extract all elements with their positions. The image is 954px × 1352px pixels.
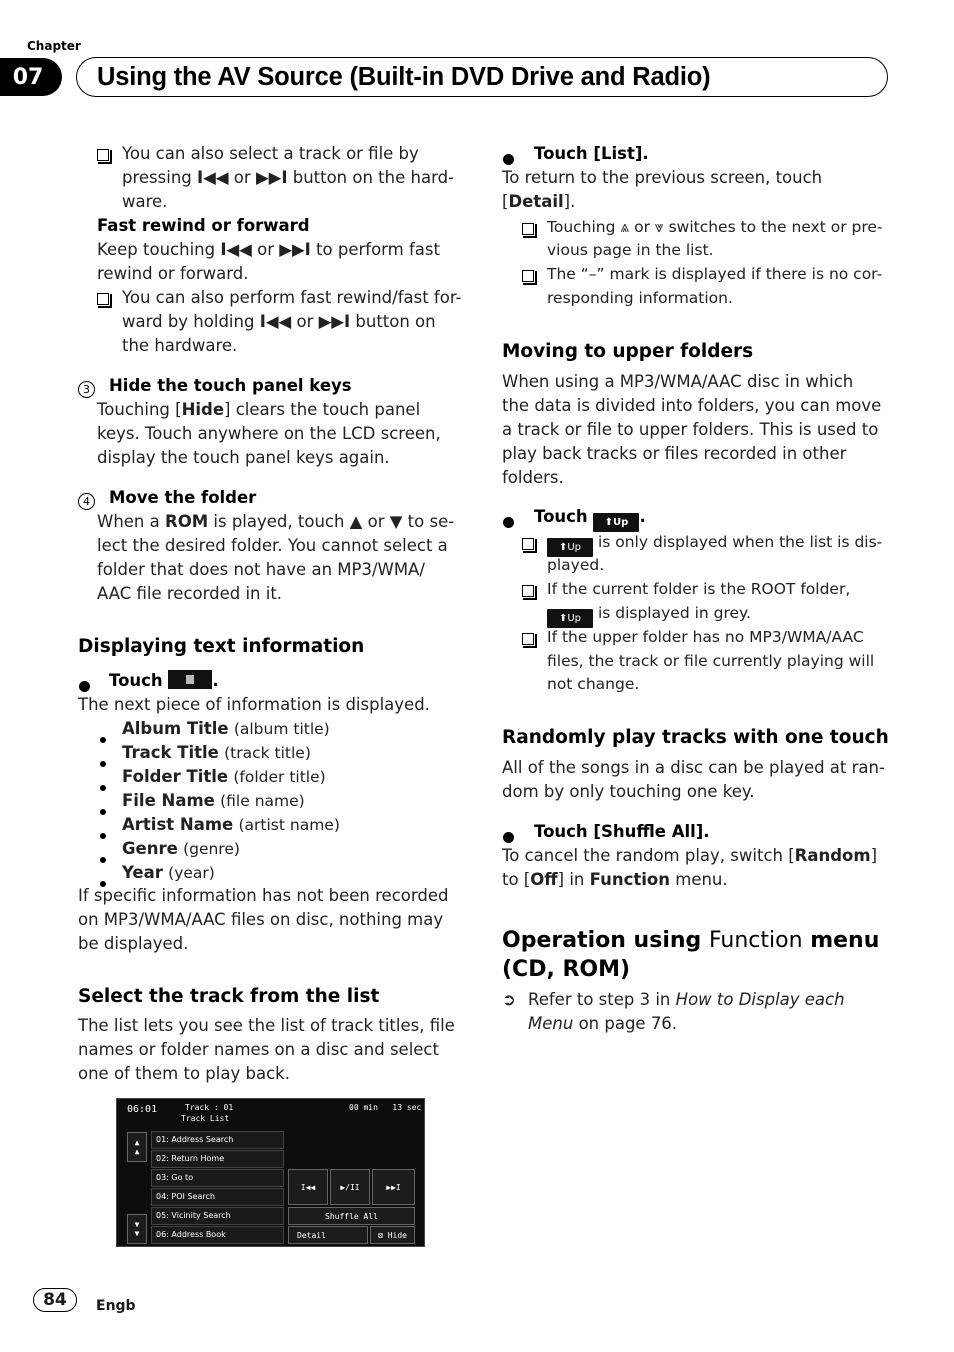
up-note1-line2: played. [547, 556, 605, 574]
next-track-button[interactable]: ▶▶I [372, 1169, 415, 1205]
page-down-icon: ⩔ [654, 218, 664, 236]
operation-heading: Operation using Function menu [502, 928, 880, 953]
page-title [76, 57, 888, 97]
step4-line4: AAC file recorded in it. [97, 584, 283, 603]
list-bullet [100, 726, 106, 750]
detail-button[interactable]: Detail [288, 1226, 368, 1244]
up-note1-line1: ⬆Up is only displayed when the list is dis- [547, 530, 882, 557]
chapter-label: Chapter [27, 39, 81, 53]
list-bullet [100, 750, 106, 774]
info-list-item: Artist Name (artist name) [122, 815, 340, 834]
random-line1: All of the songs in a disc can be played at ran- [502, 758, 885, 777]
random-heading: Randomly play tracks with one touch [502, 727, 889, 748]
list-bullet [100, 822, 106, 846]
up-note3-line1: If the upper folder has no MP3/WMA/AAC [547, 628, 864, 646]
up-note3-line3: not change. [547, 675, 640, 693]
shuffle-line2: to [Off] in Function menu. [502, 870, 728, 889]
step3-heading: Hide the touch panel keys [109, 376, 352, 395]
list-line2: [Detail]. [502, 192, 576, 211]
up-note2-line2: ⬆Up is displayed in grey. [547, 601, 751, 628]
upper-folders-heading: Moving to upper folders [502, 341, 754, 362]
reference-line2: Menu on page 76. [528, 1014, 678, 1033]
reference-line1: Refer to step 3 in How to Display each [528, 990, 845, 1009]
track-label: Track : 01 [185, 1103, 234, 1112]
list-note2-line1: The “–” mark is displayed if there is no cor- [547, 265, 883, 283]
info-list-item: Folder Title (folder title) [122, 767, 326, 786]
display-after-line1: If specific information has not been recorded [78, 886, 449, 905]
note1-line1: You can also select a track or file by [122, 144, 419, 163]
list-note1-line2: vious page in the list. [547, 241, 714, 259]
upper-line1: When using a MP3/WMA/AAC disc in which [502, 372, 854, 391]
touch-up-line: Touch ⬆Up . [534, 505, 646, 532]
info-list-item: Track Title (track title) [122, 743, 311, 762]
display-after-line3: be displayed. [78, 934, 189, 953]
language-code: Engb [96, 1298, 136, 1314]
prev-track-icon: I◀◀ [197, 168, 229, 187]
upper-line5: folders. [502, 468, 564, 487]
note2-line1: You can also perform fast rewind/fast for- [122, 288, 462, 307]
select-track-heading: Select the track from the list [78, 986, 380, 1007]
info-list-item: File Name (file name) [122, 791, 305, 810]
note-icon [522, 580, 534, 604]
note-icon [522, 533, 534, 557]
upper-line3: a track or file to upper folders. This is used to [502, 420, 879, 439]
prev-track-button[interactable]: I◀◀ [288, 1169, 328, 1205]
step4-heading: Move the folder [109, 488, 257, 507]
page-up-icon: ⩓ [620, 218, 630, 236]
info-key-icon [168, 670, 212, 689]
up-key-icon: ⬆Up [593, 513, 639, 532]
step3-line1: Touching [Hide] clears the touch panel [97, 400, 421, 419]
display-after-line2: on MP3/WMA/AAC files on disc, nothing may [78, 910, 444, 929]
shuffle-all-button[interactable]: Shuffle All [288, 1207, 415, 1225]
step3-number: 3 [78, 376, 95, 400]
list-title: Track List [181, 1114, 230, 1123]
up-note2-line1: If the current folder is the ROOT folder, [547, 580, 851, 598]
display-info-heading: Displaying text information [78, 636, 365, 657]
info-list-item: Genre (genre) [122, 839, 240, 858]
upper-line2: the data is divided into folders, you can move [502, 396, 882, 415]
track-row[interactable]: 02: Return Home [151, 1150, 284, 1168]
ff-line1: Keep touching I◀◀ or ▶▶I to perform fast [97, 240, 440, 259]
step4-line1: When a ROM is played, touch ▲ or ▼ to se- [97, 512, 455, 531]
upper-line4: play back tracks or files recorded in other [502, 444, 847, 463]
list-bullet [100, 846, 106, 870]
play-pause-button[interactable]: ▶/II [330, 1169, 370, 1205]
up-key-icon: ⬆Up [547, 609, 593, 628]
page-number: 84 [33, 1288, 77, 1312]
list-note2-line2: responding information. [547, 289, 733, 307]
select-line3: one of them to play back. [78, 1064, 290, 1083]
track-row[interactable]: 05: Vicinity Search [151, 1207, 284, 1225]
page-up-button[interactable]: ▲ ▲ [127, 1132, 147, 1162]
touch-shuffle-line: Touch [Shuffle All]. [534, 822, 710, 841]
touch-info-line: Touch . [109, 671, 219, 690]
note-icon [97, 144, 109, 168]
page-down-button[interactable]: ▼ ▼ [127, 1214, 147, 1244]
next-track-icon: ▶▶I [279, 240, 311, 259]
note1-line2: pressing I◀◀ or ▶▶I button on the hard- [122, 168, 454, 187]
select-line1: The list lets you see the list of track titles, file [78, 1016, 455, 1035]
up-key-icon: ⬆Up [547, 538, 593, 557]
list-bullet [100, 774, 106, 798]
step3-line2: keys. Touch anywhere on the LCD screen, [97, 424, 441, 443]
track-row[interactable]: 04: POI Search [151, 1188, 284, 1206]
step4-line3: folder that does not have an MP3/WMA/ [97, 560, 425, 579]
list-line1: To return to the previous screen, touch [502, 168, 823, 187]
reference-arrow-icon: ➲ [502, 990, 516, 1009]
track-row[interactable]: 06: Address Book [151, 1226, 284, 1244]
next-track-icon: ▶▶I [255, 168, 288, 187]
note-icon [522, 218, 534, 242]
step4-number: 4 [78, 488, 95, 512]
shuffle-line1: To cancel the random play, switch [Random] [502, 846, 878, 865]
note1-line3: ware. [122, 192, 168, 211]
page-title-text: Using the AV Source (Built-in DVD Drive and Radio) [97, 62, 711, 91]
next-track-icon: ▶▶I [318, 312, 351, 331]
info-list-item: Album Title (album title) [122, 719, 330, 738]
note2-line2: ward by holding I◀◀ or ▶▶I button on [122, 312, 436, 331]
up-note3-line2: files, the track or file currently playing will [547, 652, 875, 670]
operation-heading-line2: (CD, ROM) [502, 957, 631, 982]
touch-list-line: Touch [List]. [534, 144, 649, 163]
note2-line3: the hardware. [122, 336, 238, 355]
track-row[interactable]: 01: Address Search [151, 1131, 284, 1149]
note-icon [522, 628, 534, 652]
list-bullet [100, 798, 106, 822]
display-desc: The next piece of information is displayed. [78, 695, 430, 714]
clock: 06:01 [127, 1104, 158, 1115]
ff-heading: Fast rewind or forward [97, 216, 310, 235]
step4-line2: lect the desired folder. You cannot select a [97, 536, 448, 555]
info-list-item: Year (year) [122, 863, 215, 882]
note-icon [522, 265, 534, 289]
list-note1-line1: Touching ⩓ or ⩔ switches to the next or pre- [547, 218, 883, 236]
random-line2: dom by only touching one key. [502, 782, 755, 801]
elapsed-time: 00 min 13 sec [349, 1103, 422, 1112]
hide-button[interactable]: ⊠ Hide [370, 1226, 415, 1244]
select-line2: names or folder names on a disc and select [78, 1040, 439, 1059]
prev-track-icon: I◀◀ [220, 240, 252, 259]
chapter-number-badge: 07 [0, 58, 62, 96]
track-row[interactable]: 03: Go to [151, 1169, 284, 1187]
prev-track-icon: I◀◀ [259, 312, 292, 331]
step3-line3: display the touch panel keys again. [97, 448, 390, 467]
ff-line2: rewind or forward. [97, 264, 249, 283]
note-icon [97, 288, 109, 312]
bullet-dot [503, 511, 514, 535]
